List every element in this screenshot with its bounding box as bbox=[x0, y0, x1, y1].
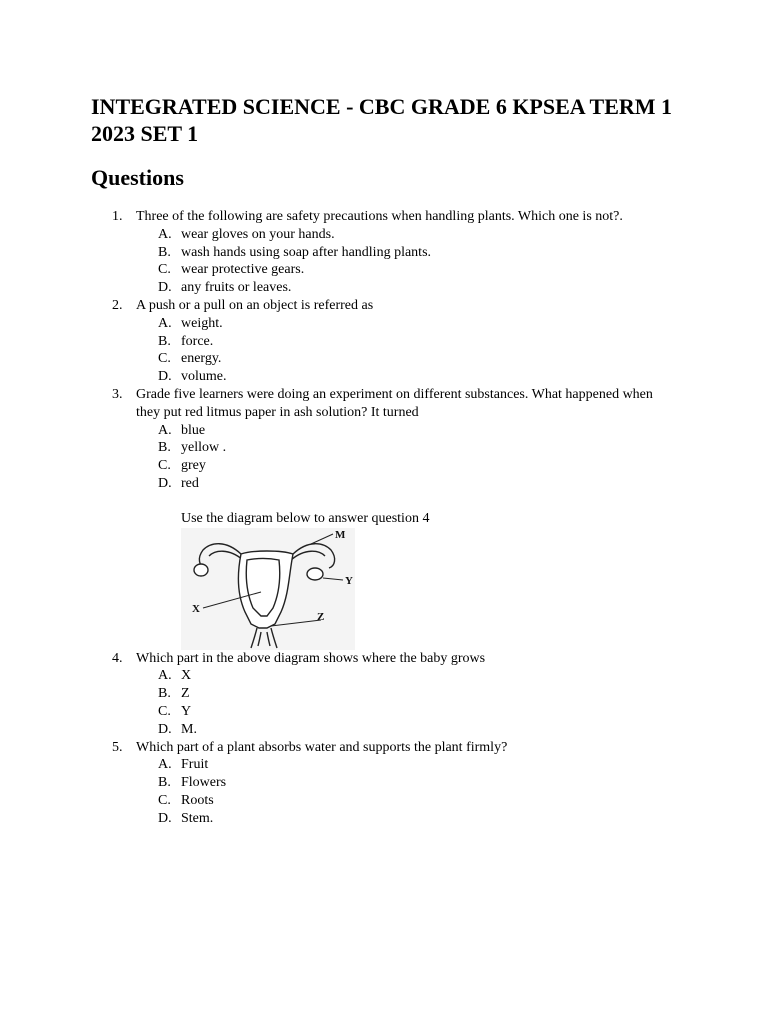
options-list bbox=[0, 756, 768, 827]
question-list bbox=[0, 208, 768, 828]
question-number: 4. bbox=[112, 650, 123, 666]
option-text: M. bbox=[181, 721, 197, 737]
option-letter: B. bbox=[158, 440, 171, 456]
option-item bbox=[0, 756, 768, 774]
option-letter: D. bbox=[158, 721, 172, 737]
question-number: 5. bbox=[112, 739, 123, 755]
diagram-instruction: Use the diagram below to answer question 4 bbox=[181, 510, 430, 526]
question-text: A push or a pull on an object is referred as bbox=[136, 297, 374, 313]
option-text: Stem. bbox=[181, 810, 214, 826]
label-x: X bbox=[192, 602, 200, 615]
option-item bbox=[0, 350, 768, 368]
section-heading: Questions bbox=[91, 165, 184, 190]
option-item bbox=[0, 475, 768, 493]
option-text: wash hands using soap after handling plants. bbox=[181, 244, 432, 260]
option-item bbox=[0, 279, 768, 297]
option-item bbox=[0, 774, 768, 792]
question-number: 3. bbox=[112, 386, 123, 402]
question-4 bbox=[0, 650, 768, 668]
reproductive-system-diagram bbox=[181, 528, 355, 650]
option-text: weight. bbox=[181, 315, 223, 331]
option-letter: C. bbox=[158, 792, 171, 808]
option-text: Flowers bbox=[181, 775, 227, 791]
options-list bbox=[0, 315, 768, 386]
option-text: Roots bbox=[181, 792, 214, 808]
option-text: grey bbox=[181, 458, 206, 474]
document-title: INTEGRATED SCIENCE - CBC GRADE 6 KPSEA TERM 1 2023 SET 1 bbox=[91, 94, 673, 146]
options-list bbox=[0, 422, 768, 493]
options-list bbox=[0, 667, 768, 738]
option-text: Y bbox=[181, 703, 192, 719]
option-item bbox=[0, 439, 768, 457]
option-letter: A. bbox=[158, 668, 172, 684]
option-item bbox=[0, 810, 768, 828]
right-ovary bbox=[307, 568, 323, 580]
question-text: Which part of a plant absorbs water and supports the plant firmly? bbox=[136, 739, 508, 755]
option-letter: C. bbox=[158, 262, 171, 278]
left-ovary bbox=[194, 564, 208, 576]
option-letter: D. bbox=[158, 369, 172, 385]
option-text: yellow . bbox=[181, 440, 227, 456]
question-text: Three of the following are safety precautions when handling plants. Which one is not?. bbox=[136, 209, 623, 224]
question-3 bbox=[0, 386, 768, 422]
label-z: Z bbox=[317, 610, 325, 623]
option-item bbox=[0, 368, 768, 386]
option-item bbox=[0, 685, 768, 703]
question-2 bbox=[0, 297, 768, 315]
option-item bbox=[0, 333, 768, 351]
option-letter: B. bbox=[158, 686, 171, 702]
option-text: Z bbox=[181, 686, 190, 702]
option-item bbox=[0, 261, 768, 279]
option-letter: C. bbox=[158, 703, 171, 719]
question-text: Grade five learners were doing an experiment on different substances. What happened when they put red litmus paper in ash solution? It turned bbox=[136, 386, 653, 420]
option-letter: B. bbox=[158, 775, 171, 791]
question-number: 2. bbox=[112, 297, 123, 313]
option-item bbox=[0, 792, 768, 810]
option-text: X bbox=[181, 668, 192, 684]
option-item bbox=[0, 226, 768, 244]
options-list bbox=[0, 226, 768, 297]
option-letter: A. bbox=[158, 757, 172, 773]
option-item bbox=[0, 315, 768, 333]
option-text: red bbox=[181, 475, 199, 491]
option-text: wear protective gears. bbox=[181, 262, 305, 278]
option-letter: D. bbox=[158, 475, 172, 491]
option-text: force. bbox=[181, 333, 214, 349]
question-number: 1. bbox=[112, 209, 123, 224]
option-text: any fruits or leaves. bbox=[181, 280, 292, 296]
option-letter: A. bbox=[158, 226, 172, 242]
question-5 bbox=[0, 739, 768, 757]
option-text: energy. bbox=[181, 351, 222, 367]
option-text: volume. bbox=[181, 369, 227, 385]
option-item bbox=[0, 667, 768, 685]
option-letter: B. bbox=[158, 333, 171, 349]
option-letter: D. bbox=[158, 810, 172, 826]
option-item bbox=[0, 244, 768, 262]
option-letter: A. bbox=[158, 422, 172, 438]
option-item bbox=[0, 721, 768, 739]
question-text: Which part in the above diagram shows where the baby grows bbox=[136, 650, 486, 666]
label-y: Y bbox=[345, 574, 353, 587]
label-m: M bbox=[335, 528, 346, 541]
option-letter: A. bbox=[158, 315, 172, 331]
option-letter: B. bbox=[158, 244, 171, 260]
option-letter: D. bbox=[158, 280, 172, 296]
option-text: Fruit bbox=[181, 757, 209, 773]
option-letter: C. bbox=[158, 458, 171, 474]
option-item bbox=[0, 457, 768, 475]
option-text: blue bbox=[181, 422, 206, 438]
option-item bbox=[0, 422, 768, 440]
question-1 bbox=[0, 208, 768, 226]
option-item bbox=[0, 703, 768, 721]
option-text: wear gloves on your hands. bbox=[181, 226, 335, 242]
option-letter: C. bbox=[158, 351, 171, 367]
